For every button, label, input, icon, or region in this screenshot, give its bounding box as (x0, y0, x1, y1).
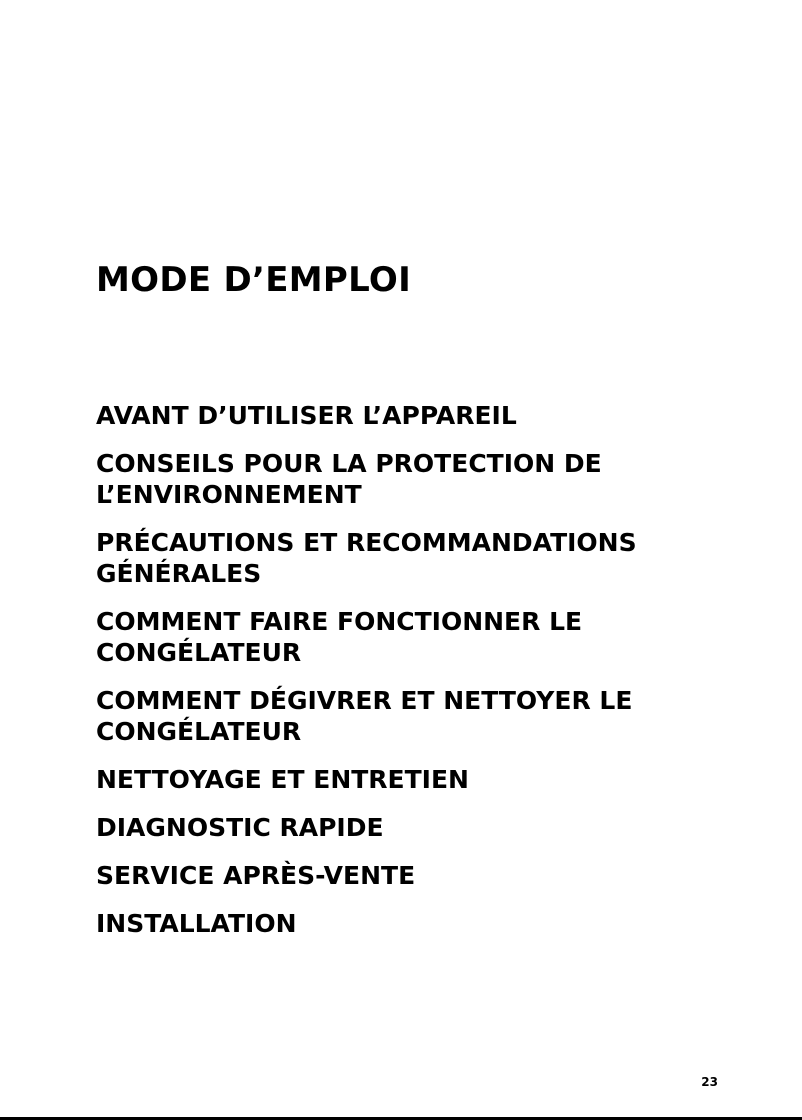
toc-entry-line: INSTALLATION (96, 909, 297, 938)
toc-entry-line: DIAGNOSTIC RAPIDE (96, 813, 384, 842)
toc-entry-nettoyage-entretien (96, 764, 736, 795)
toc-entry-conseils-environnement (96, 448, 736, 510)
toc-entry-diagnostic-rapide (96, 812, 736, 843)
toc-entry-line: CONSEILS POUR LA PROTECTION DE (96, 449, 602, 478)
toc-entry-line: CONGÉLATEUR (96, 717, 302, 746)
toc-entry-line: CONGÉLATEUR (96, 638, 302, 667)
page-title: MODE D’EMPLOI (96, 260, 412, 300)
toc-entry-line: PRÉCAUTIONS ET RECOMMANDATIONS (96, 528, 637, 557)
page-number: 23 (701, 1075, 718, 1089)
toc-entry-line: SERVICE APRÈS-VENTE (96, 861, 416, 890)
toc-entry-faire-fonctionner (96, 606, 736, 668)
toc-entry-line: COMMENT DÉGIVRER ET NETTOYER LE (96, 686, 633, 715)
toc-entry-line: AVANT D’UTILISER L’APPAREIL (96, 401, 517, 430)
toc-entry-line: NETTOYAGE ET ENTRETIEN (96, 765, 469, 794)
toc-entry-line: GÉNÉRALES (96, 559, 262, 588)
toc-entry-precautions (96, 527, 736, 589)
toc-entry-line: COMMENT FAIRE FONCTIONNER LE (96, 607, 583, 636)
table-of-contents (96, 400, 736, 956)
toc-entry-installation (96, 908, 736, 939)
toc-entry-degivrer-nettoyer (96, 685, 736, 747)
toc-entry-service-apres-vente (96, 860, 736, 891)
toc-entry-line: L’ENVIRONNEMENT (96, 480, 362, 509)
toc-entry-avant-dutiliser (96, 400, 736, 431)
